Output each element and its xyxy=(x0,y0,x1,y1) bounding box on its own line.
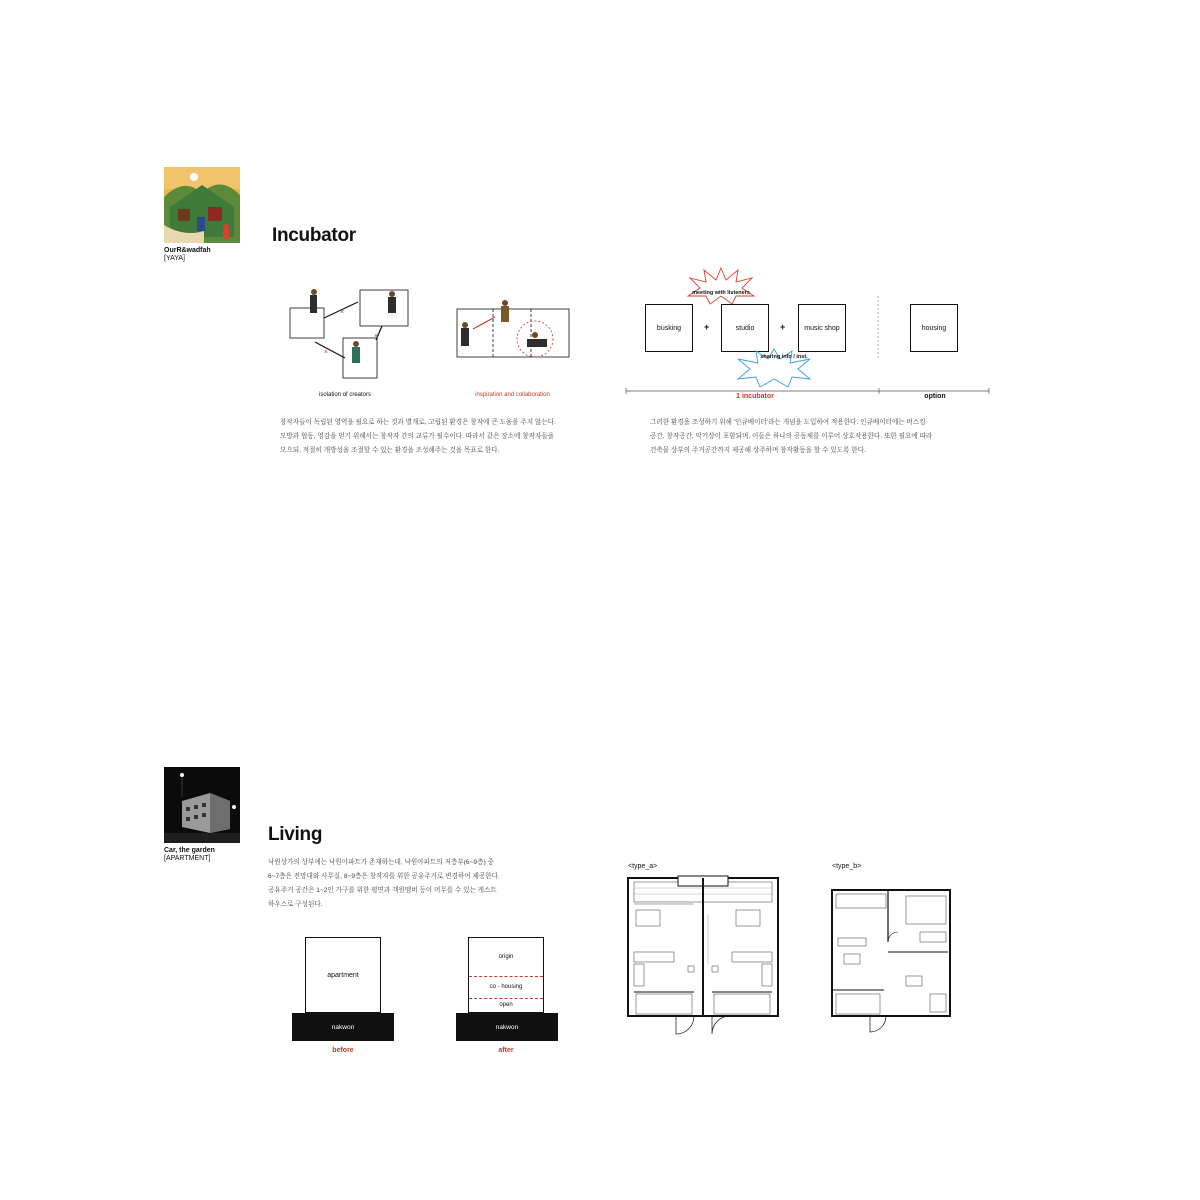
layer-cohousing: co - housing xyxy=(469,976,543,999)
isolation-diagram xyxy=(280,280,420,390)
box-housing: housing xyxy=(910,304,958,352)
option-divider xyxy=(876,296,880,358)
svg-text:×: × xyxy=(324,349,329,356)
layer-origin: origin xyxy=(469,938,543,977)
album-art-icon xyxy=(164,167,240,243)
album-title-living: Car, the garden xyxy=(164,847,215,854)
paragraph-incubator-right: 그러한 환경을 조성하기 위해 '인큐베이터'라는 개념을 도입하여 적용한다. 인큐베이터에는 버스킹 공간, 창작공간, 악기상이 포함되며, 이들은 하나의 공동체를 이루어 상호작용한다. 또한 필요에 따라 건축물 상부의 주거공간까지 제공해 상주하며 창작활동을 할 수 있도록 한다. xyxy=(650,419,933,454)
album-cover-ourrwadfah xyxy=(164,167,240,243)
section-title-living: Living xyxy=(268,824,323,845)
base-nakwon-before: nakwon xyxy=(292,1013,394,1041)
box-busking: busking xyxy=(645,304,693,352)
floor-plan-type-a xyxy=(626,874,780,1036)
burst-top-label: meeting with listeners xyxy=(692,290,750,296)
floor-plan-type-b xyxy=(830,886,954,1036)
base-nakwon-after: nakwon xyxy=(456,1013,558,1041)
svg-text:×: × xyxy=(340,309,345,316)
caption-isolation: isolation of creators xyxy=(318,392,372,398)
burst-top-icon xyxy=(686,266,756,306)
caption-after: after xyxy=(498,1047,514,1054)
bracket-label-option: option xyxy=(924,393,946,400)
svg-text:×: × xyxy=(374,333,379,340)
album-title: OurR&wadfah xyxy=(164,247,211,254)
caption-inspiration: inspiration and collaboration xyxy=(475,392,550,398)
paragraph-incubator-left: 창작자들이 독립된 영역을 필요로 하는 것과 별개로, 고립된 환경은 창작에 큰 도움을 주지 않는다. 모방과 협동, 영감을 얻기 위해서는 창작자 간의 교류가 필수이다. 따라서 같은 장소에 창작자들을 모으되, 적절히 개방성을 조절할 수 있는 환경을 조성해주는 것을 목표로 한다. xyxy=(280,419,556,454)
caption-before: before xyxy=(332,1047,354,1054)
box-apartment: apartment xyxy=(305,937,381,1013)
paragraph-living: 낙원상가의 상부에는 낙원아파트가 존재하는데, 낙원아파트의 저층부(6~9층) 중 6~7층은 전망대와 사무실, 8~9층은 창작자를 위한 공유주거로 변경하여 제공한다. 공유주거 공간은 1~2인 가구를 위한 평면과 객원멤버 등이 머무를 수 있는 게스트 하우스로 구성된다. xyxy=(268,859,500,908)
burst-bottom-label: sharing info / inst. xyxy=(760,354,808,360)
plus-sign-1: + xyxy=(704,322,710,332)
night-building-icon xyxy=(164,767,240,843)
box-studio: studio xyxy=(721,304,769,352)
box-after-stack xyxy=(468,937,544,1013)
layer-open: open xyxy=(499,1002,513,1008)
plan-label-type-b: <type_b> xyxy=(832,863,862,870)
album-subtitle-living: [APARTMENT] xyxy=(164,855,211,862)
box-music-shop: music shop xyxy=(798,304,846,352)
plan-label-type-a: <type_a> xyxy=(628,863,658,870)
section-title-incubator: Incubator xyxy=(272,225,356,246)
plus-sign-2: + xyxy=(780,322,786,332)
bracket-label-incubator: 1 incubator xyxy=(736,393,774,400)
collaboration-diagram xyxy=(455,295,575,380)
album-cover-car-the-garden xyxy=(164,767,240,843)
album-subtitle: [YAYA] xyxy=(164,255,186,262)
